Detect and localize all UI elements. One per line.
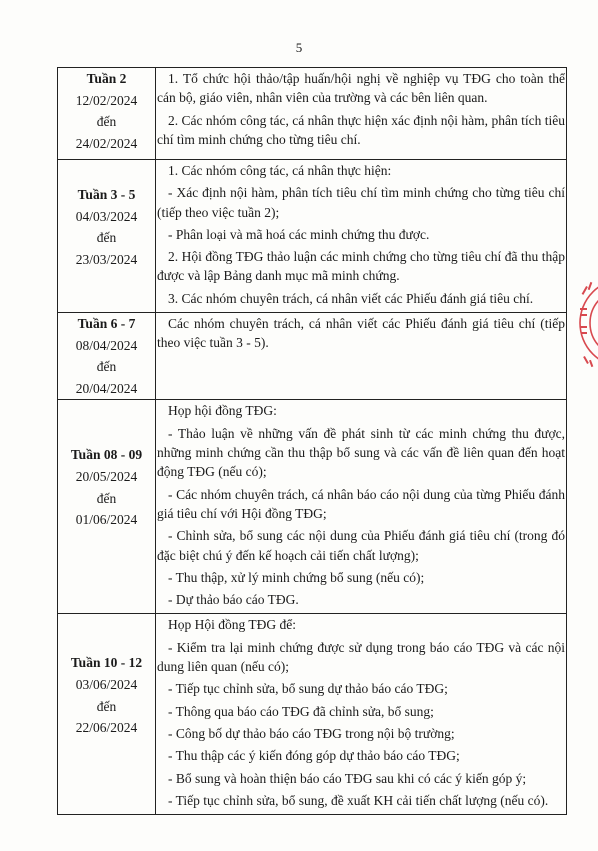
schedule-row (58, 68, 567, 160)
task-line: - Xác định nội hàm, phân tích tiêu chí tìm minh chứng cho từng tiêu chí (tiếp theo việc tuần 2); (157, 185, 565, 220)
week-title: Tuần 10 - 12 (70, 655, 143, 671)
task-line: - Bổ sung và hoàn thiện báo cáo TĐG sau khi có các ý kiến góp ý; (168, 770, 527, 786)
start-date: 03/06/2024 (75, 677, 138, 693)
start-date: 04/03/2024 (75, 208, 138, 224)
start-date: 12/02/2024 (75, 92, 138, 108)
week-cell (58, 400, 156, 614)
task-line: - Thông qua báo cáo TĐG đã chỉnh sửa, bổ sung; (168, 703, 434, 719)
task-line: - Kiểm tra lại minh chứng được sử dụng trong báo cáo TĐG và các nội dung liên quan (nếu có); (157, 639, 565, 675)
official-stamp (576, 268, 598, 378)
task-line: - Thu thập các ý kiến đóng góp dự thảo báo cáo TĐG; (168, 748, 460, 764)
content-cell (156, 68, 567, 160)
task-line: - Thảo luận về những vấn đề phát sinh từ các minh chứng thu được, những minh chứng cần thu thập bổ sung và các vấn đề liên quan đến hoạt động TĐG (nếu có); (157, 425, 565, 480)
task-line: - Các nhóm chuyên trách, cá nhân báo cáo nội dung của từng Phiếu đánh giá tiêu chí với Hội đồng TĐG; (157, 486, 565, 521)
task-line: Họp hội đồng TĐG: (168, 403, 277, 419)
week-cell (58, 313, 156, 400)
content-cell (156, 160, 567, 313)
to-label: đến (96, 359, 117, 375)
content-cell (156, 614, 567, 815)
to-label: đến (96, 698, 117, 714)
to-label: đến (96, 114, 117, 130)
content-cell (156, 313, 567, 400)
end-date: 22/06/2024 (75, 720, 138, 736)
task-line: 2. Các nhóm công tác, cá nhân thực hiện xác định nội hàm, phân tích tiêu chí tìm minh chứng cho từng tiêu chí. (157, 112, 565, 147)
task-line: Các nhóm chuyên trách, cá nhân viết các Phiếu đánh giá tiêu chí (tiếp theo việc tuần 3 - 5). (157, 316, 565, 351)
schedule-row (58, 400, 567, 614)
week-cell (58, 614, 156, 815)
task-line: Họp Hội đồng TĐG để: (168, 617, 296, 633)
task-line: - Công bố dự thảo báo cáo TĐG trong nội bộ trường; (168, 725, 455, 741)
end-date: 24/02/2024 (75, 135, 138, 151)
schedule-row (58, 160, 567, 313)
week-title: Tuần 3 - 5 (77, 187, 136, 202)
task-line: 2. Hội đồng TĐG thảo luận các minh chứng cho từng tiêu chí đã thu thập được và lập Bảng danh mục mã minh chứng. (157, 249, 565, 284)
task-line: 3. Các nhóm chuyên trách, cá nhân viết các Phiếu đánh giá tiêu chí. (168, 290, 534, 306)
task-line: - Tiếp tục chỉnh sửa, bổ sung, đề xuất KH cải tiến chất lượng (nếu có). (168, 792, 549, 808)
week-title: Tuần 08 - 09 (70, 447, 143, 463)
week-title: Tuần 2 (86, 71, 127, 86)
schedule-row (58, 313, 567, 400)
task-line: - Dự thảo báo cáo TĐG. (168, 592, 299, 608)
task-line: - Tiếp tục chỉnh sửa, bổ sung dự thảo báo cáo TĐG; (168, 681, 448, 697)
to-label: đến (96, 230, 117, 246)
schedule-table (57, 67, 567, 815)
end-date: 20/04/2024 (75, 380, 138, 396)
task-line: - Chỉnh sửa, bổ sung các nội dung của Phiếu đánh giá tiêu chí (trong đó đặc biệt chú ý đến kế hoạch cải tiến chất lượng); (157, 528, 565, 563)
end-date: 01/06/2024 (75, 512, 138, 528)
task-line: - Phân loại và mã hoá các minh chứng thu được. (168, 226, 430, 242)
start-date: 08/04/2024 (75, 337, 138, 353)
start-date: 20/05/2024 (75, 469, 138, 485)
schedule-row (58, 614, 567, 815)
week-cell (58, 160, 156, 313)
task-line: - Thu thập, xử lý minh chứng bổ sung (nếu có); (168, 569, 425, 585)
end-date: 23/03/2024 (75, 251, 138, 267)
week-cell (58, 68, 156, 160)
task-line: 1. Tổ chức hội thảo/tập huấn/hội nghị về nghiệp vụ TĐG cho toàn thể cán bộ, giáo viên, nhân viên của trường và các bên liên quan. (157, 71, 565, 106)
to-label: đến (96, 490, 117, 506)
page-number: 5 (295, 40, 303, 55)
stamp-seal-icon (576, 268, 598, 378)
content-cell (156, 400, 567, 614)
task-line: 1. Các nhóm công tác, cá nhân thực hiện: (168, 163, 392, 178)
week-title: Tuần 6 - 7 (77, 316, 136, 332)
